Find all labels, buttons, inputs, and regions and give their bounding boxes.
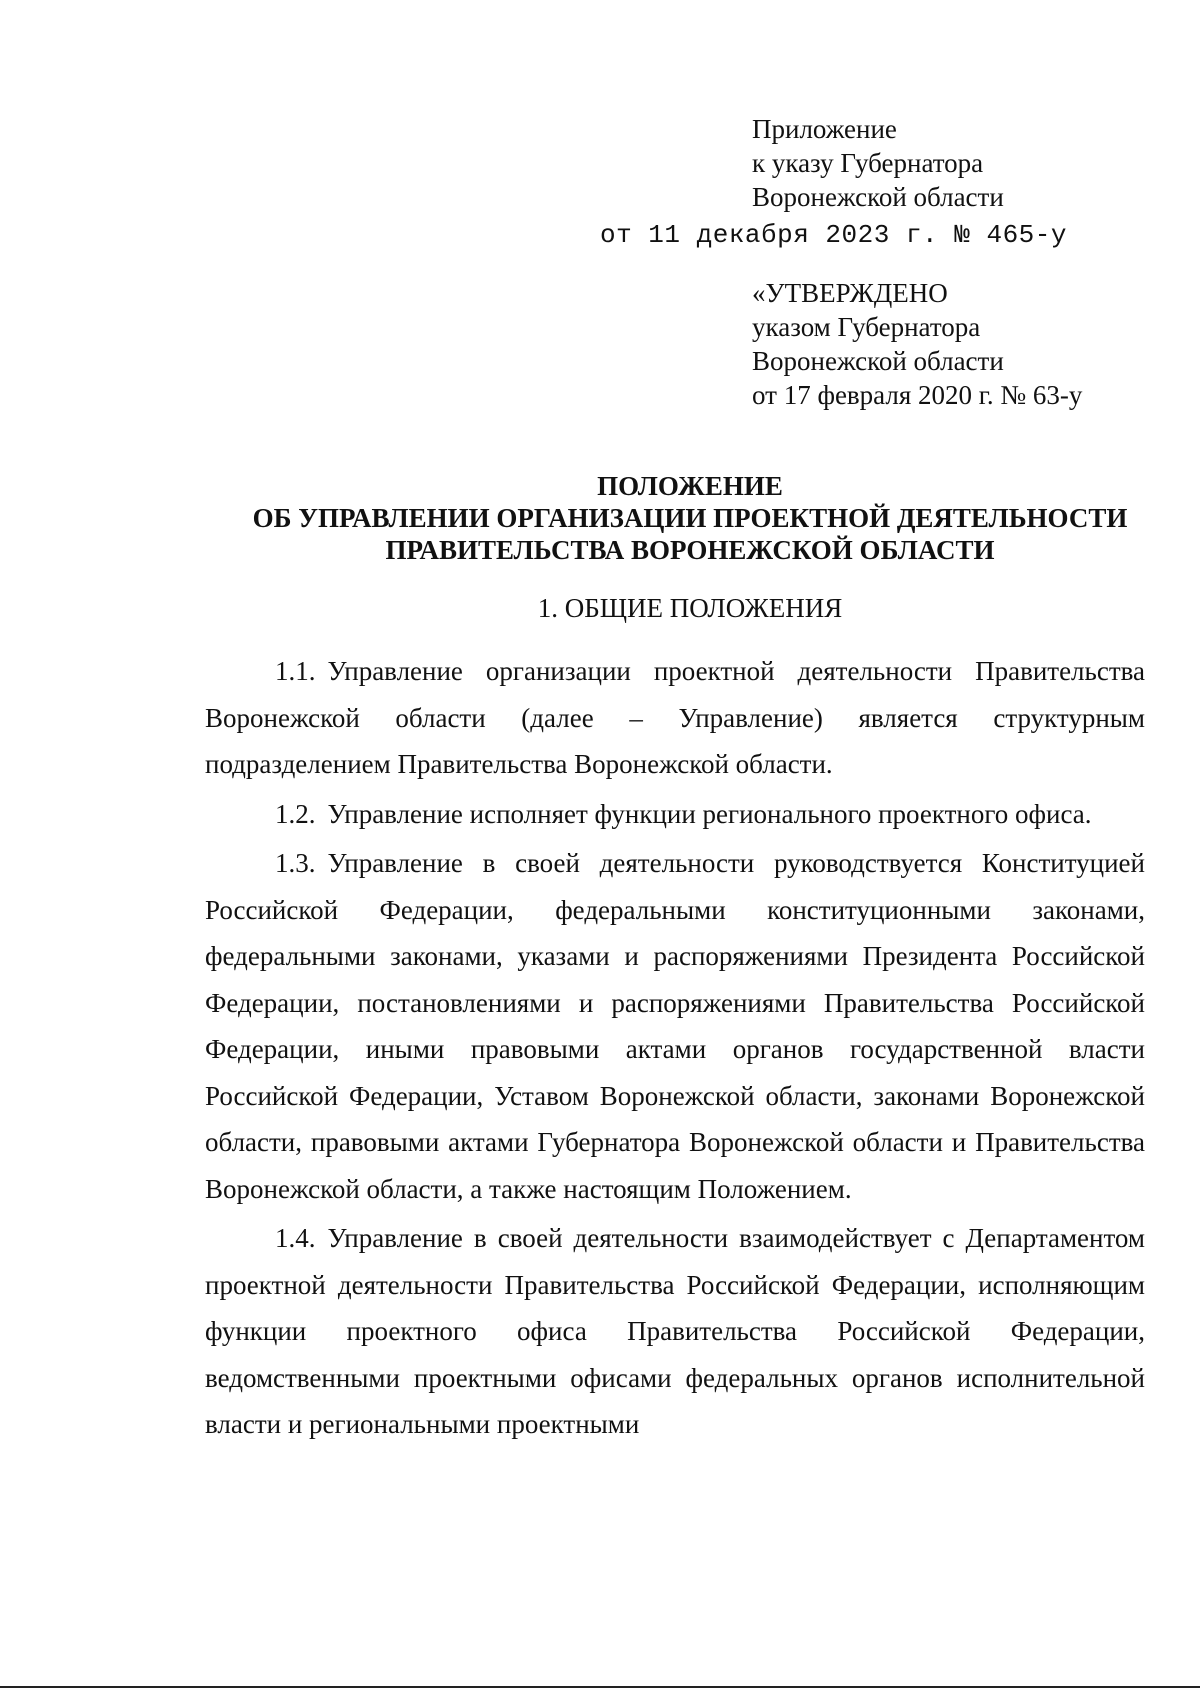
paragraph-number: 1.3. [275,848,316,878]
paragraph-text: Управление организации проектной деятельности Правительства Воронежской области (далее – Управление) является структурным подразделением Правительства Воронежской области. [205,656,1145,779]
paragraph [205,1215,1145,1448]
approved-line: указом Губернатора [752,312,981,342]
approved-line: «УТВЕРЖДЕНО [752,278,948,308]
paragraph-number: 1.4. [275,1223,316,1253]
document-title [190,470,1190,566]
title-line: ПРАВИТЕЛЬСТВА ВОРОНЕЖСКОЙ ОБЛАСТИ [385,535,995,565]
paragraph [205,648,1145,788]
appendix-line: Приложение [752,114,897,144]
paragraph-text: Управление в своей деятельности взаимодействует с Департаментом проектной деятельности Правительства Российской Федерации, исполняющим функции проектного офиса Правительства Российской Федерации, ведомственными проектными офисами федеральных органов исполнительной власти и региональными проектными [205,1223,1145,1439]
section-heading: 1. ОБЩИЕ ПОЛОЖЕНИЯ [537,593,843,623]
appendix-block [752,112,1004,214]
approved-block [752,276,1082,412]
title-line: ОБ УПРАВЛЕНИИ ОРГАНИЗАЦИИ ПРОЕКТНОЙ ДЕЯТЕЛЬНОСТИ [252,503,1128,533]
paragraph [205,840,1145,1212]
paragraph-number: 1.2. [275,798,316,829]
paragraph-number: 1.1. [275,656,316,686]
title-line: ПОЛОЖЕНИЕ [597,471,783,501]
appendix-line: к указу Губернатора [752,148,984,178]
approved-line: Воронежской области [752,346,1004,376]
appendix-line: Воронежской области [752,182,1004,212]
approved-line: от 17 февраля 2020 г. № 63-у [752,380,1083,410]
order-reference: от 11 декабря 2023 г. № 465-у [600,220,1067,250]
document-body [205,648,1145,1451]
paragraph-text: Управление в своей деятельности руководствуется Конституцией Российской Федерации, федеральными конституционными законами, федеральными законами, указами и распоряжениями Президента Российской Федерации, постановлениями и распоряжениями Правительства Российской Федерации, иными правовыми актами органов государственной власти Российской Федерации, Уставом Воронежской области, законами Воронежской области, правовыми актами Губернатора Воронежской области и Правительства Воронежской области, а также настоящим Положением. [205,848,1145,1204]
paragraph-text: Управление исполняет функции регионального проектного офиса. [327,798,1092,829]
page-bottom-divider [0,1686,1200,1688]
paragraph [205,791,1145,838]
